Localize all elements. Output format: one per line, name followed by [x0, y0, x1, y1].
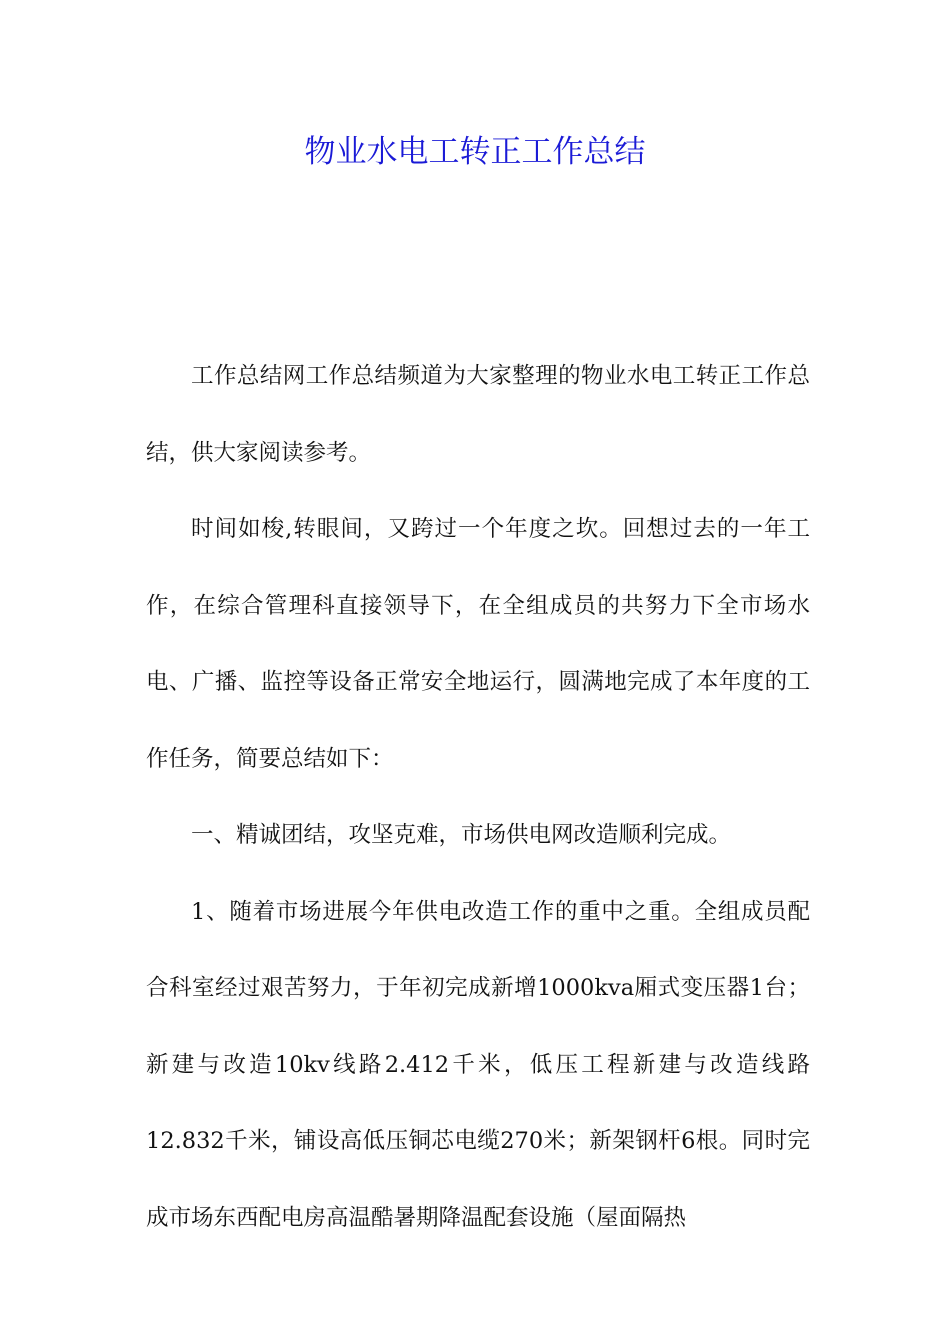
- paragraph-item-one: 1、随着市场进展今年供电改造工作的重中之重。全组成员配合科室经过艰苦努力，于年初完成新增1000kva厢式变压器1台；新建与改造10kv线路2.412千米，低压工程新建与改造线路12.832千米，铺设高低压铜芯电缆270米；新架钢杆6根。同时完成市场东西配电房高温酷暑期降温配套设施（屋面隔热: [146, 898, 810, 1231]
- document-body: [146, 338, 810, 1256]
- section-heading-one: 一、精诚团结，攻坚克难，市场供电网改造顺利完成。: [191, 822, 732, 848]
- paragraph-intro: 工作总结网工作总结频道为大家整理的物业水电工转正工作总结，供大家阅读参考。: [146, 363, 810, 466]
- document-title: 物业水电工转正工作总结: [304, 134, 646, 170]
- paragraph-overview: 时间如梭,转眼间，又跨过一个年度之坎。回想过去的一年工作，在综合管理科直接领导下，在全组成员的共努力下全市场水电、广播、监控等设备正常安全地运行，圆满地完成了本年度的工作任务，简要总结如下：: [146, 516, 810, 772]
